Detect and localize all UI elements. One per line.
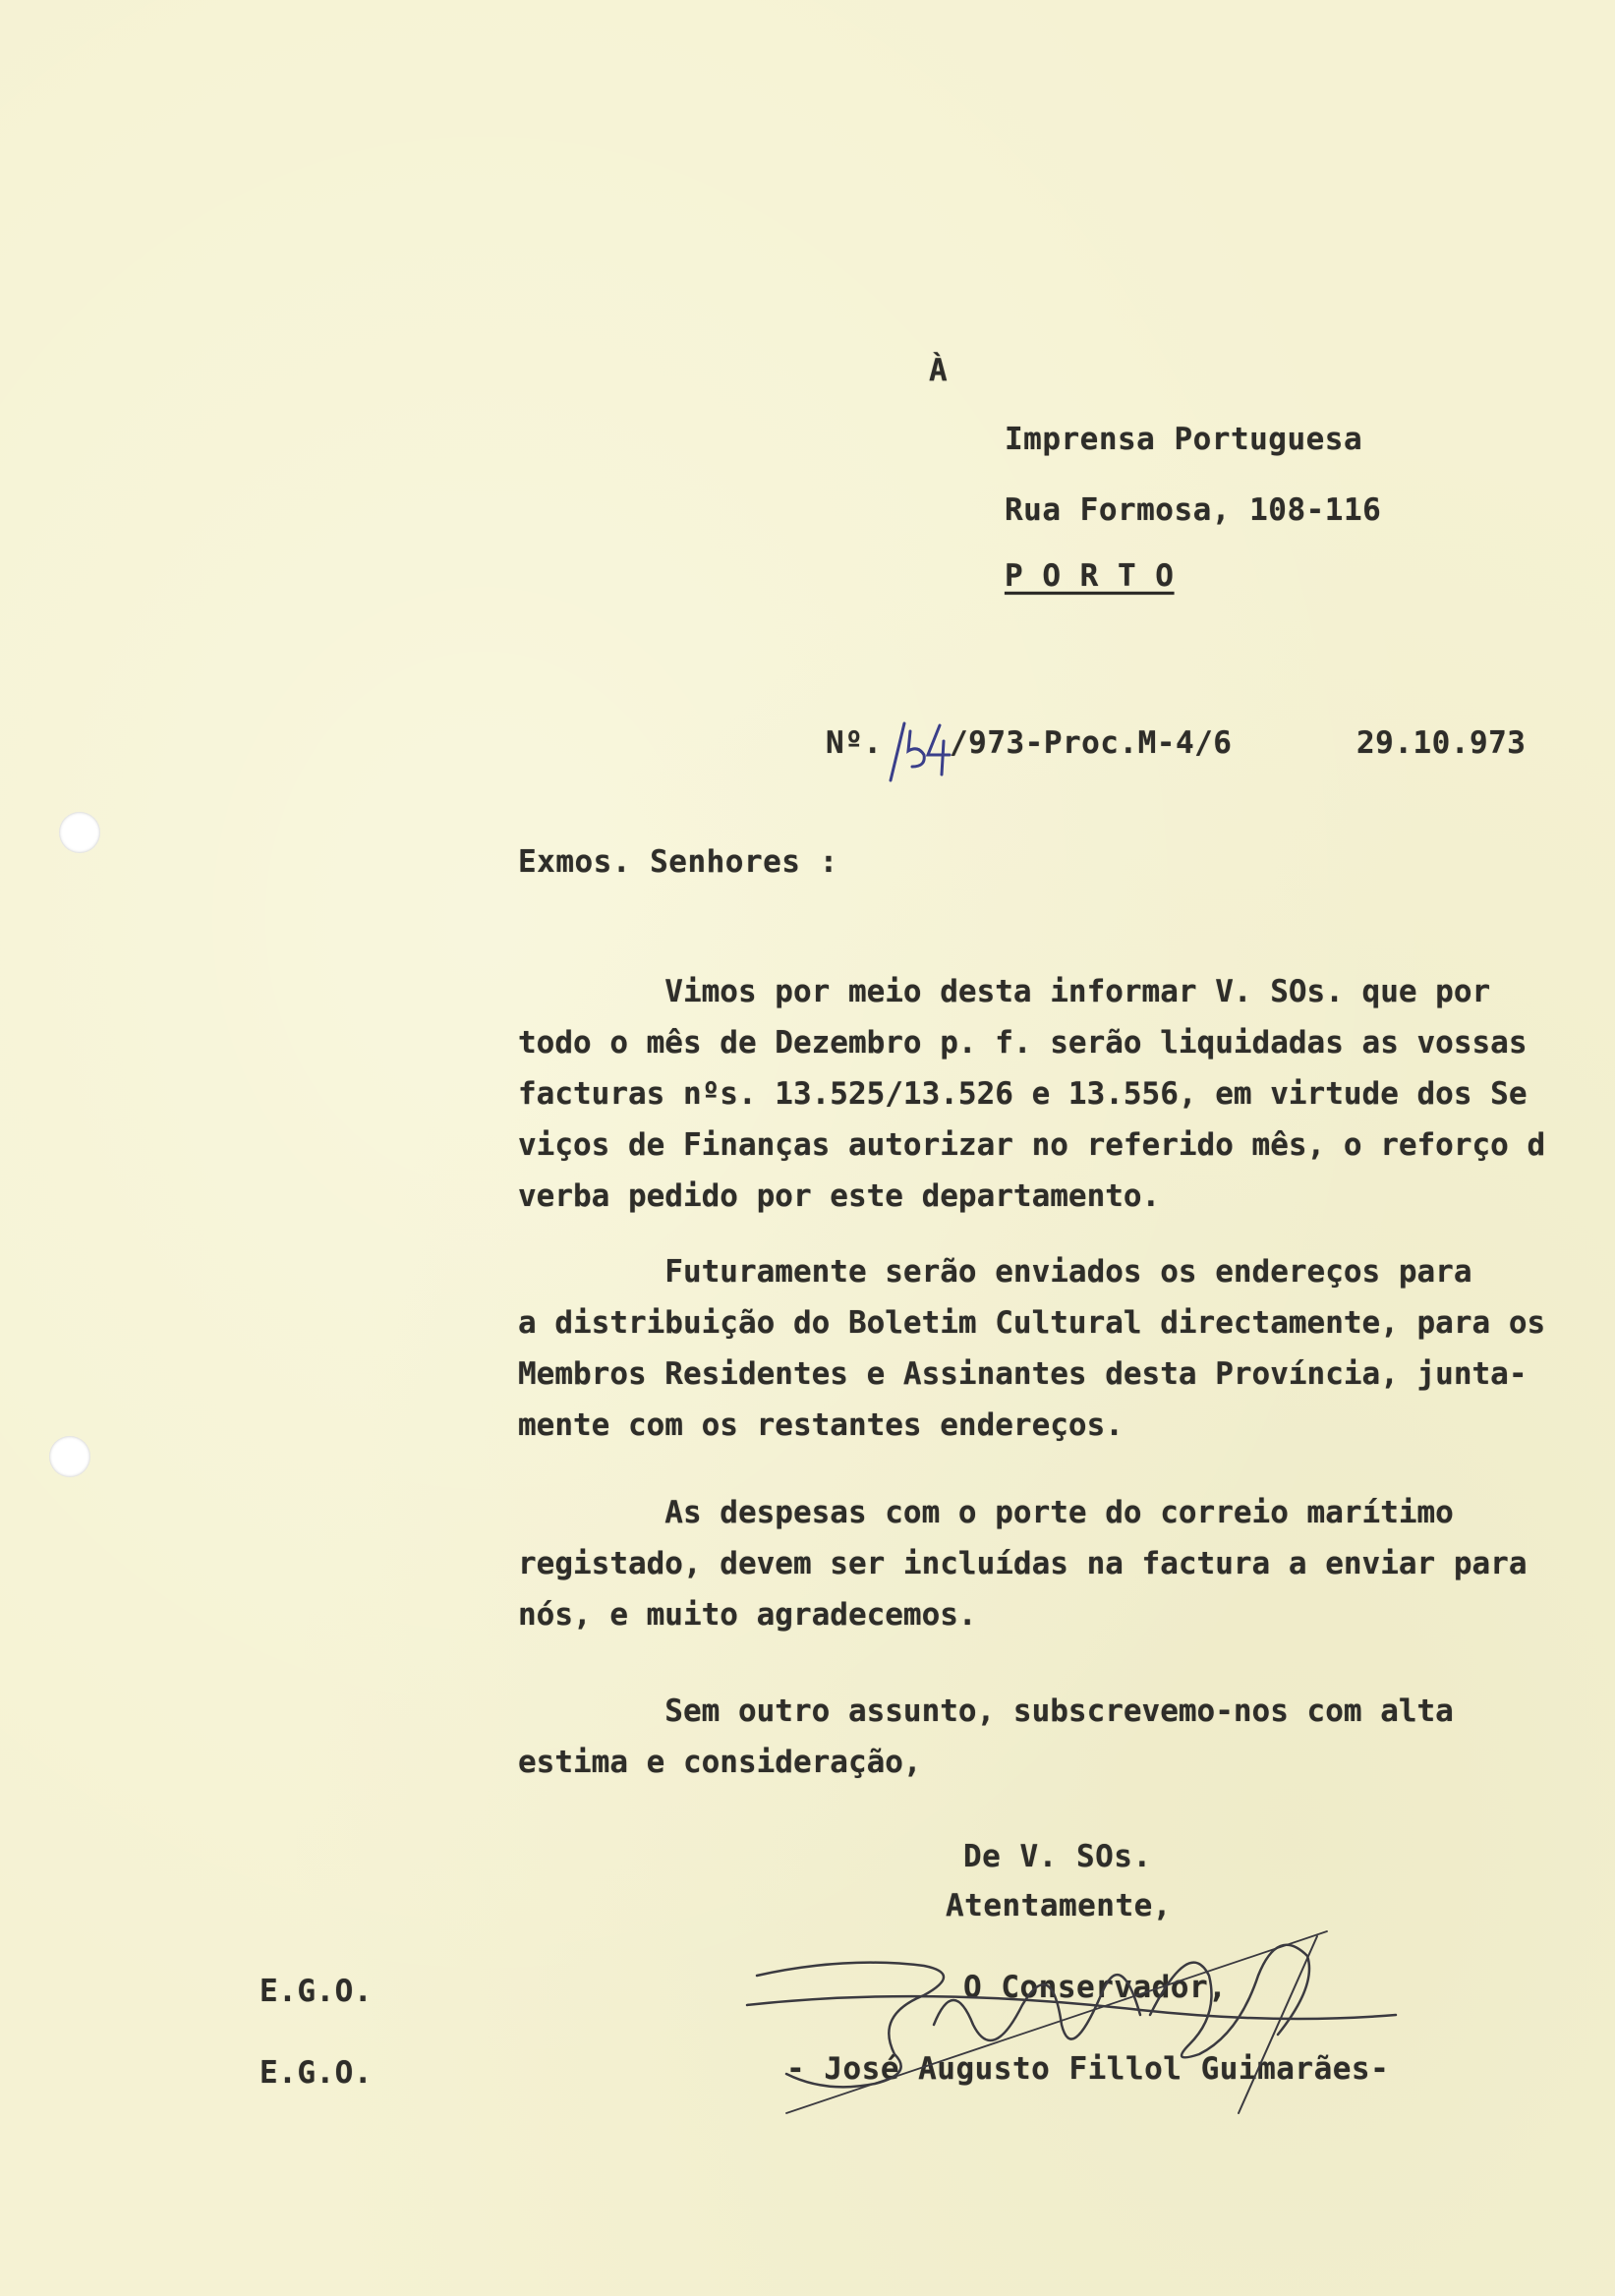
- signatory-name: - José Augusto Fillol Guimarães-: [786, 2051, 1390, 2087]
- body-line: Sem outro assunto, subscrevemo-nos com alta: [518, 1693, 1454, 1729]
- reference-number-prefix: Nº.: [826, 725, 883, 761]
- salutation: Exmos. Senhores :: [518, 844, 838, 880]
- body-line: viços de Finanças autorizar no referido mês, o reforço d: [518, 1127, 1546, 1163]
- reference-number-rest: /973-Proc.M-4/6: [950, 725, 1233, 761]
- body-line: As despesas com o porte do correio marítimo: [518, 1495, 1454, 1530]
- body-line: verba pedido por este departamento.: [518, 1178, 1161, 1214]
- recipient-street: Rua Formosa, 108-116: [1005, 492, 1382, 528]
- margin-note-2: E.G.O.: [260, 2055, 373, 2091]
- punch-hole-bottom: [49, 1436, 90, 1477]
- body-line: mente com os restantes endereços.: [518, 1407, 1124, 1443]
- body-line: nós, e muito agradecemos.: [518, 1597, 977, 1633]
- signatory-title: O Conservador,: [963, 1970, 1228, 2005]
- body-line: registado, devem ser incluídas na factura a enviar para: [518, 1546, 1528, 1581]
- margin-note-1: E.G.O.: [260, 1974, 373, 2009]
- handwritten-signature: [727, 1917, 1415, 2123]
- body-line: a distribuição do Boletim Cultural directamente, para os: [518, 1305, 1546, 1341]
- closing-line-1: De V. SOs.: [963, 1839, 1152, 1874]
- body-paragraph-1: [518, 966, 1589, 1222]
- body-line: facturas nºs. 13.525/13.526 e 13.556, em virtude dos Se: [518, 1076, 1528, 1112]
- handwritten-reference-number: [881, 716, 953, 788]
- recipient-name: Imprensa Portuguesa: [1005, 422, 1363, 457]
- body-paragraph-4: [518, 1686, 1589, 1788]
- reference-date: 29.10.973: [1356, 725, 1527, 761]
- body-line: Membros Residentes e Assinantes desta Província, junta-: [518, 1356, 1528, 1392]
- body-paragraph-3: [518, 1487, 1589, 1640]
- body-paragraph-2: [518, 1246, 1589, 1451]
- closing-line-2: Atentamente,: [946, 1888, 1172, 1923]
- punch-hole-top: [59, 812, 100, 853]
- body-line: estima e consideração,: [518, 1745, 922, 1780]
- body-line: Vimos por meio desta informar V. SOs. que por: [518, 974, 1491, 1009]
- recipient-prefix: À: [929, 353, 949, 388]
- recipient-city: P O R T O: [1005, 558, 1175, 594]
- body-line: todo o mês de Dezembro p. f. serão liquidadas as vossas: [518, 1025, 1528, 1061]
- body-line: Futuramente serão enviados os endereços para: [518, 1254, 1472, 1290]
